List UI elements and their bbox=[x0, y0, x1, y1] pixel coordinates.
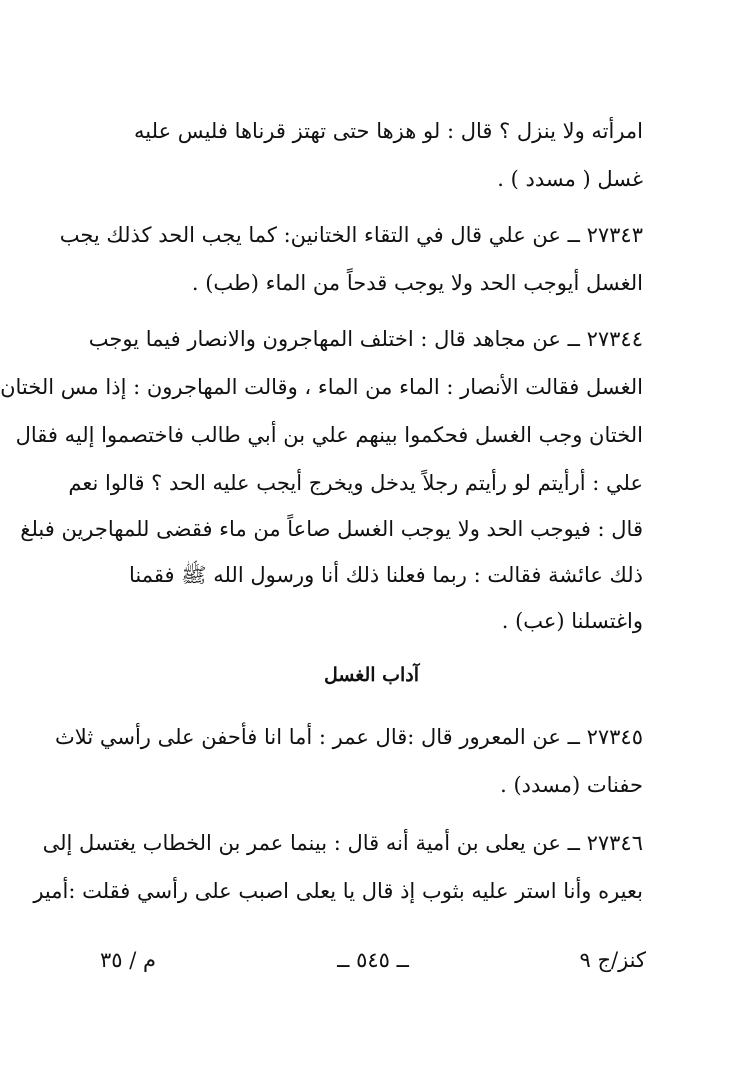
text-line: واغتسلنا (عب) . bbox=[501, 609, 643, 633]
hadith-27344-line: ٢٧٣٤٤ ــ عن مجاهد قال : اختلف المهاجرون والانصار فيما يوجب bbox=[88, 327, 643, 351]
hadith-27343-line: ٢٧٣٤٣ ــ عن علي قال في التقاء الختانين: كما يجب الحد كذلك يجب bbox=[59, 223, 643, 247]
signature-mark: م / ٣٥ bbox=[100, 948, 156, 972]
hadith-27346-line: ٢٧٣٤٦ ــ عن يعلى بن أمية أنه قال : بينما عمر بن الخطاب يغتسل إلى bbox=[42, 831, 643, 855]
text-line: الغسل أيوجب الحد ولا يوجب قدحاً من الماء (طب) . bbox=[191, 271, 643, 295]
hadith-27345-line: ٢٧٣٤٥ ــ عن المعرور قال :قال عمر : أما انا فأحفن على رأسي ثلاث bbox=[55, 725, 643, 749]
text-line: علي : أرأيتم لو رأيتم رجلاً يدخل ويخرج أيجب عليه الحد ؟ قالوا نعم bbox=[68, 471, 643, 495]
text-line: ذلك عائشة فقالت : ربما فعلنا ذلك أنا ورسول الله ﷺ فقمنا bbox=[128, 563, 643, 587]
text-line: قال : فيوجب الحد ولا يوجب الغسل صاعاً من ماء فقضى للمهاجرين فبلغ bbox=[20, 517, 643, 541]
text-line: الختان وجب الغسل فحكموا بينهم علي بن أبي طالب فاختصموا إليه فقال bbox=[15, 423, 643, 447]
page-footer bbox=[100, 948, 646, 984]
text-line: امرأته ولا ينزل ؟ قال : لو هزها حتى تهتز قرناها فليس عليه bbox=[134, 119, 643, 143]
text-line: بعيره وأنا استر عليه بثوب إذ قال يا يعلى اصبب على رأسي فقلت :أمير bbox=[33, 879, 643, 903]
page-number: ــ ٥٤٥ ــ bbox=[337, 948, 409, 972]
text-line: الغسل فقالت الأنصار : الماء من الماء ، وقالت المهاجرون : إذا مس الختان bbox=[0, 375, 643, 399]
section-heading: آداب الغسل bbox=[323, 664, 420, 686]
text-line: حفنات (مسدد) . bbox=[500, 773, 643, 797]
volume-label: كنز/ج ٩ bbox=[579, 948, 646, 972]
text-line: غسل ( مسدد ) . bbox=[497, 167, 643, 191]
